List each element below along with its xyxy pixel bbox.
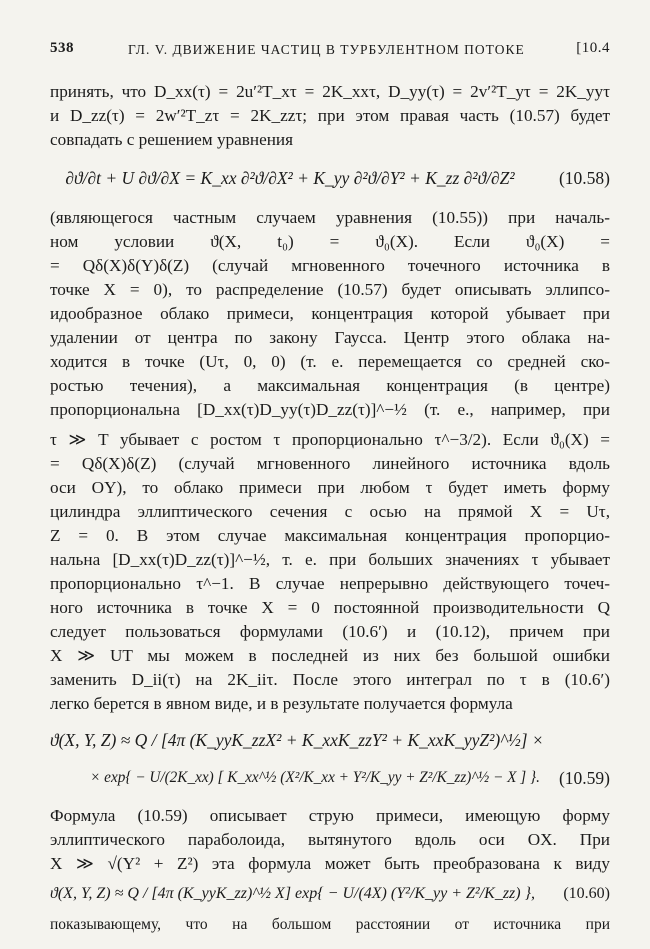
text-line: легко берется в явном виде, и в результате получается формула bbox=[50, 694, 513, 713]
equation-number: (10.58) bbox=[558, 168, 610, 188]
text-line: Z = 0. В этом случае максимальная концентрация пропорцио- bbox=[50, 526, 610, 545]
text-line: совпадать с решением уравнения bbox=[50, 130, 294, 149]
text-line: Формула (10.59) описывает струю примеси, имеющую форму bbox=[50, 806, 610, 825]
text-line: (являющегося частным случаем уравнения (10.55)) при началь- bbox=[50, 208, 610, 227]
text-line: τ ≫ T убывает с ростом τ пропорционально τ^−3/2). Если ϑ₀(X) = bbox=[50, 430, 610, 449]
text-line: точке X = 0), то распределение (10.57) будет описывать эллипсо- bbox=[50, 280, 610, 299]
text-line: X ≫ UT мы можем в последней из них без большой ошибки bbox=[50, 646, 610, 665]
running-header bbox=[50, 40, 610, 62]
page-number: 538 bbox=[50, 40, 74, 56]
equation-10-59-line-2 bbox=[50, 760, 610, 796]
text-line: ном условии ϑ(X, t₀) = ϑ₀(X). Если ϑ₀(X) = bbox=[50, 232, 610, 251]
equation-body: ∂ϑ/∂t + U ∂ϑ/∂X = K_xx ∂²ϑ/∂X² + K_yy ∂²ϑ/∂Y² + K_zz ∂²ϑ/∂Z² bbox=[65, 168, 515, 188]
text-line: принять, что D_xx(τ) = 2u′²T_xτ = 2K_xxτ, D_yy(τ) = 2v′²T_yτ = 2K_yyτ bbox=[50, 82, 610, 101]
text-line: и D_zz(τ) = 2w′²T_zτ = 2K_zzτ; при этом правая часть (10.57) будет bbox=[50, 106, 610, 125]
text-line: X ≫ √(Y² + Z²) эта формула может быть преобразована к виду bbox=[50, 854, 610, 873]
equation-body: × exp{ − U/(2K_xx) [ K_xx^½ (X²/K_xx + Y²/K_yy + Z²/K_zz)^½ − X ] }. bbox=[90, 769, 540, 786]
text-line: эллиптического параболоида, вытянутого вдоль оси OX. При bbox=[50, 830, 610, 849]
chapter-title: ГЛ. V. ДВИЖЕНИЕ ЧАСТИЦ В ТУРБУЛЕНТНОМ ПОТОКЕ bbox=[128, 42, 525, 57]
text-line: показывающему, что на большом расстоянии от источника при bbox=[50, 916, 610, 933]
text-line: пропорциональна [D_xx(τ)D_yy(τ)D_zz(τ)]^−½ (т. е., например, при bbox=[50, 400, 610, 419]
equation-10-60 bbox=[50, 876, 610, 912]
text-line: удалении от центра по закону Гаусса. Центр этого облака на- bbox=[50, 328, 610, 347]
text-line: ходится в точке (Uτ, 0, 0) (т. е. перемещается со средней ско- bbox=[50, 352, 610, 371]
text-line: ростью течения), а максимальная концентрация (в центре) bbox=[50, 376, 610, 395]
equation-10-58 bbox=[50, 160, 610, 196]
equation-number: (10.59) bbox=[558, 768, 610, 788]
text-line: следует пользоваться формулами (10.6′) и (10.12), причем при bbox=[50, 622, 610, 641]
text-line: пропорционально τ^−1. В случае непрерывно действующего точеч- bbox=[50, 574, 610, 593]
equation-body: ϑ(X, Y, Z) ≈ Q / [4π (K_yyK_zz)^½ X] exp{ − U/(4X) (Y²/K_yy + Z²/K_zz) }, bbox=[50, 885, 535, 902]
equation-body: ϑ(X, Y, Z) ≈ Q / [4π (K_yyK_zzX² + K_xxK_zzY² + K_xxK_yyZ²)^½] × bbox=[50, 730, 544, 750]
equation-10-59-line-1 bbox=[50, 722, 610, 758]
equation-number: (10.60) bbox=[563, 885, 610, 902]
text-line: идообразное облако примеси, концентрация которой убывает при bbox=[50, 304, 610, 323]
text-line: = Qδ(X)δ(Y)δ(Z) (случай мгновенного точечного источника в bbox=[50, 256, 610, 275]
text-line: заменить D_ii(τ) на 2K_iiτ. После этого интеграл по τ в (10.6′) bbox=[50, 670, 610, 689]
text-line: цилиндра эллиптического сечения с осью на прямой X = Uτ, bbox=[50, 502, 610, 521]
text-line: нальна [D_xx(τ)D_zz(τ)]^−½, т. е. при больших значениях τ убывает bbox=[50, 550, 610, 569]
section-number: [10.4 bbox=[576, 40, 610, 56]
text-line: = Qδ(X)δ(Z) (случай мгновенного линейного источника вдоль bbox=[50, 454, 610, 473]
text-line: оси OY), то облако примеси при любом τ будет иметь форму bbox=[50, 478, 610, 497]
text-line: ного источника в точке X = 0 постоянной производительности Q bbox=[50, 598, 610, 617]
